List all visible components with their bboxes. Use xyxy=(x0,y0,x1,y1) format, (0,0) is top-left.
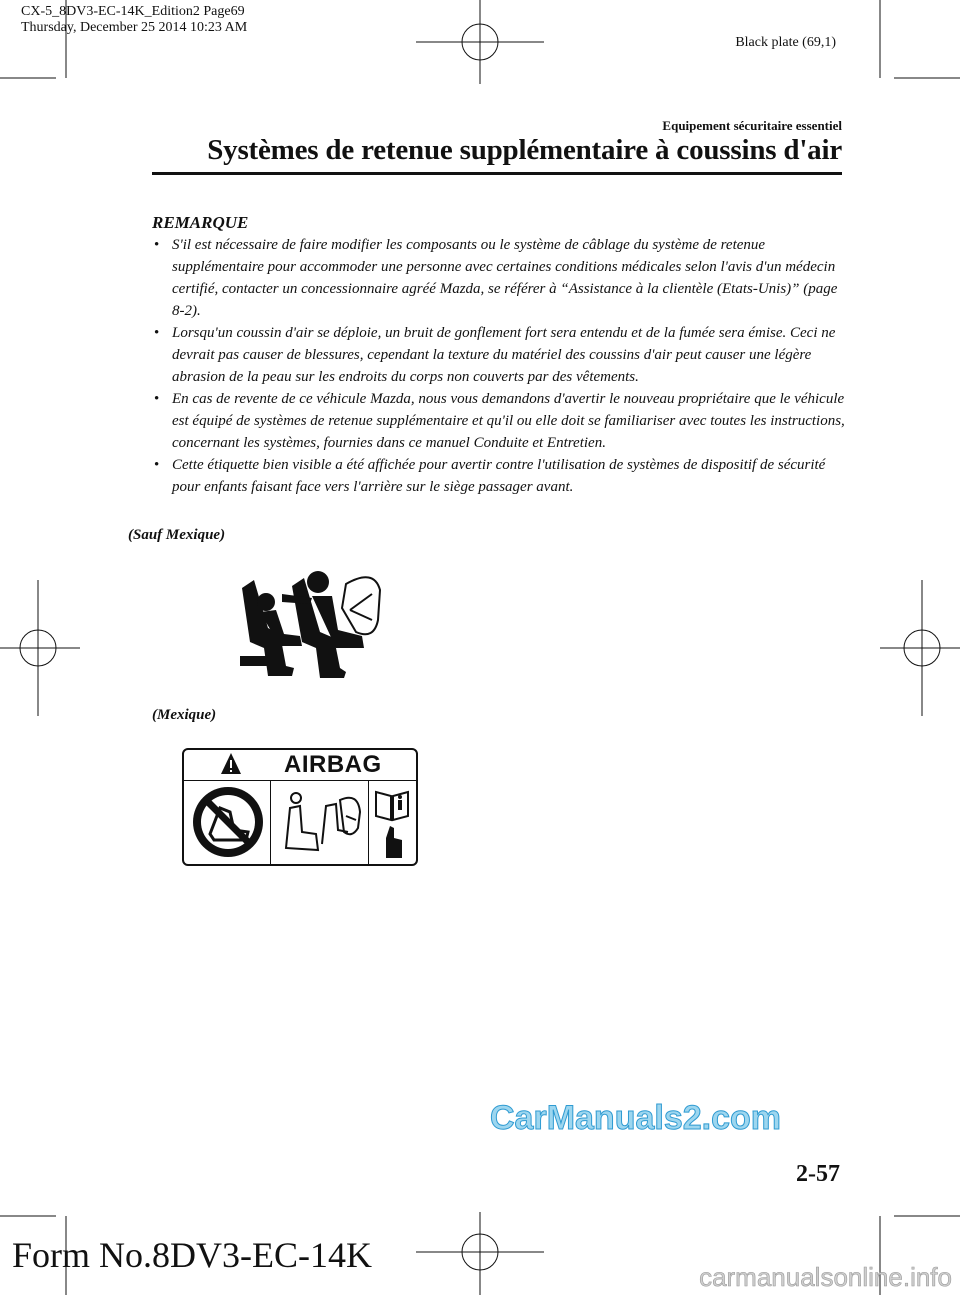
section-title: Equipement sécuritaire essentiel xyxy=(662,118,842,133)
page-title: Systèmes de retenue supplémentaire à coussins d'air xyxy=(207,134,842,166)
note-item: • S'il est nécessaire de faire modifier les composants ou le système de câblage du système de retenue supplémentaire pour accommoder une personne avec certaines conditions médicales selon l'avis d'un médecin certifié, contacter un concessionnaire agréé Mazda, se référer à “Assistance à la clientèle (Etats-Unis)” (page 8-2). xyxy=(152,234,852,322)
print-meta-date: Thursday, December 25 2014 10:23 AM xyxy=(21,20,248,35)
airbag-label-text: AIRBAG xyxy=(284,751,382,778)
note-list xyxy=(152,234,852,498)
watermark-text-bottom: carmanualsonline.info xyxy=(699,1262,952,1292)
note-item: • Lorsqu'un coussin d'air se déploie, un bruit de gonflement fort sera entendu et de la fumée sera émise. Ceci ne devrait pas causer de blessures, cependant la texture du matériel des coussins d'air peut causer une légère abrasion de la peau sur les endroits du corps non couverts par des vêtements. xyxy=(152,322,852,388)
watermark-text: CarManuals2.com xyxy=(490,1099,781,1137)
print-meta xyxy=(21,4,247,36)
note-item: • Cette étiquette bien visible a été affichée pour avertir contre l'utilisation de systèmes de dispositif de sécurité pour enfants faisant face vers l'arrière sur le siège passager avant. xyxy=(152,454,852,498)
watermark-logo-bottom xyxy=(618,1262,958,1292)
no-child-seat-icon xyxy=(190,784,266,860)
airbag-warning-pictogram xyxy=(228,568,384,680)
read-manual-icon xyxy=(372,786,412,860)
label-mexique: (Mexique) xyxy=(152,707,217,723)
label-sauf-mexique: (Sauf Mexique) xyxy=(128,527,226,543)
airbag-label xyxy=(182,748,418,866)
page-number: 2-57 xyxy=(796,1161,840,1187)
watermark-logo xyxy=(488,1095,781,1137)
note-item: • En cas de revente de ce véhicule Mazda, nous vous demandons d'avertir le nouveau propriétaire que le véhicule est équipé de systèmes de retenue supplémentaire et qu'il ou elle doit se familiariser avec toutes les instructions, concernant les systèmes, fournies dans ce manuel Conduite et Entretien. xyxy=(152,388,852,454)
plate-label: Black plate (69,1) xyxy=(735,35,836,50)
form-number: Form No.8DV3-EC-14K xyxy=(12,1235,372,1275)
airbag-label-header xyxy=(184,750,416,780)
print-meta-file: CX-5_8DV3-EC-14K_Edition2 Page69 xyxy=(21,4,245,19)
airbag-deploy-icon xyxy=(276,788,364,858)
note-title: REMARQUE xyxy=(152,213,249,232)
title-rule xyxy=(152,172,842,175)
warning-triangle-icon xyxy=(220,752,242,776)
